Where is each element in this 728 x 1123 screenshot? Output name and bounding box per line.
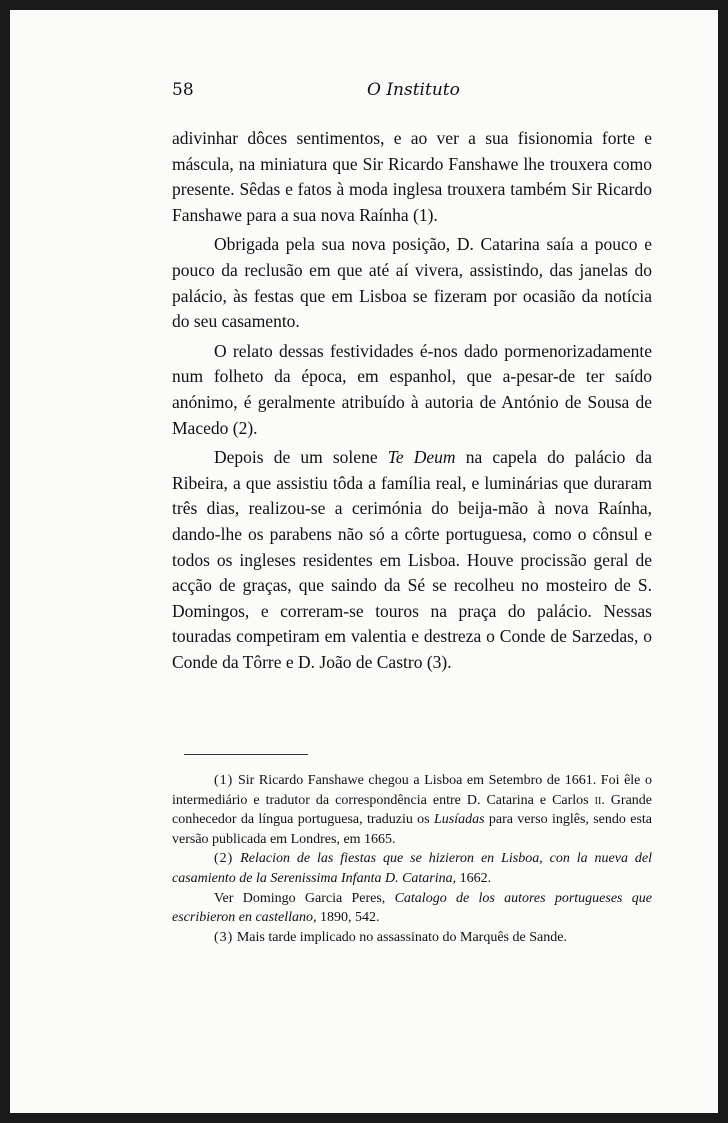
footnote-reference: (3).: [426, 651, 452, 672]
paragraph: [172, 126, 652, 228]
footnote-2: [172, 849, 652, 888]
footnotes: [172, 771, 652, 947]
book-page: [10, 10, 718, 1113]
paragraph-text: adivinhar dôces sentimentos, e ao ver a sua fisionomia forte e máscula, na miniatura que Sir Ricardo Fanshawe lhe trouxera como presente. Sêdas e fatos à moda inglesa trouxera também Sir Ricardo Fanshawe para a sua nova Raínha: [172, 128, 652, 225]
footnote-text: Ver Domingo Garcia Peres,: [214, 890, 386, 906]
roman-numeral: ii: [594, 792, 602, 808]
page-number: 58: [172, 80, 194, 100]
footnote-marker: (2): [214, 851, 234, 867]
body-text: [172, 126, 652, 675]
footnote-marker: (1): [214, 773, 234, 788]
emphasis: Lusíadas: [433, 812, 485, 828]
emphasis: Te Deum: [387, 447, 456, 468]
footnote-divider: [184, 754, 308, 755]
footnote-text: para verso inglês, sendo esta versão publicada em Londres, em 1665.: [172, 812, 652, 847]
paragraph-text: Depois de um solene: [214, 447, 378, 468]
footnote-2-continued: [172, 889, 652, 928]
footnote-marker: (3): [214, 929, 234, 945]
emphasis: Catalogo de los autores portugueses que escribieron en castellano,: [172, 890, 653, 926]
running-title: O Instituto: [367, 80, 460, 100]
paragraph: [172, 445, 652, 675]
footnote-text: 1662.: [459, 870, 492, 886]
footnote-text: 1890, 542.: [320, 910, 380, 926]
page-header: [10, 80, 718, 108]
footnote-3: [172, 928, 652, 948]
footnote-reference: (1).: [413, 204, 438, 225]
footnote-text: Mais tarde implicado no assassinato do Marquês de Sande.: [236, 929, 567, 945]
footnote-text: Sir Ricardo Fanshawe chegou a Lisboa em Setembro de 1661. Foi êle o intermediário e tradutor da correspondência entre D. Catarina e Carlos: [172, 773, 653, 808]
emphasis: Relacion de las fiestas que se hizieron en Lisboa, con la nueva del casamiento de la Serenissima Infanta D. Catarina,: [172, 851, 653, 886]
paragraph: [172, 232, 652, 334]
paragraph-text: O relato dessas festividades é-nos dado pormenorizadamente num folheto da época, em espanhol, que a-pesar-de ter saído anónimo, é geralmente atribuído à autoria de António de Sousa de Macedo: [172, 340, 652, 438]
footnote-1: [172, 771, 652, 849]
footnote-text: . Grande conhecedor da língua portuguesa, traduziu os: [172, 792, 653, 828]
footnote-reference: (2).: [232, 417, 258, 438]
paragraph-text: Obrigada pela sua nova posição, D. Catarina saía a pouco e pouco da reclusão em que até aí vivera, assistindo, das janelas do palácio, às festas que em Lisboa se fizeram por ocasião da notícia do seu casamento.: [172, 234, 652, 332]
paragraph-text: na capela do palácio da Ribeira, a que assistiu tôda a família real, e luminárias que duraram três dias, realizou-se a cerimónia do beija-mão à nova Raínha, dando-lhe os parabens não só a côrte portuguesa, como o cônsul e todos os ingleses residentes em Lisboa. Houve procissão geral de acção de graças, que saindo da Sé se recolheu no mosteiro de S. Domingos, e correram-se touros na praça do palácio. Nessas touradas competiram em valentia e destreza o Conde de Sarzedas, o Conde da Tôrre e D. João de Castro: [172, 447, 653, 672]
paragraph: [172, 339, 652, 441]
